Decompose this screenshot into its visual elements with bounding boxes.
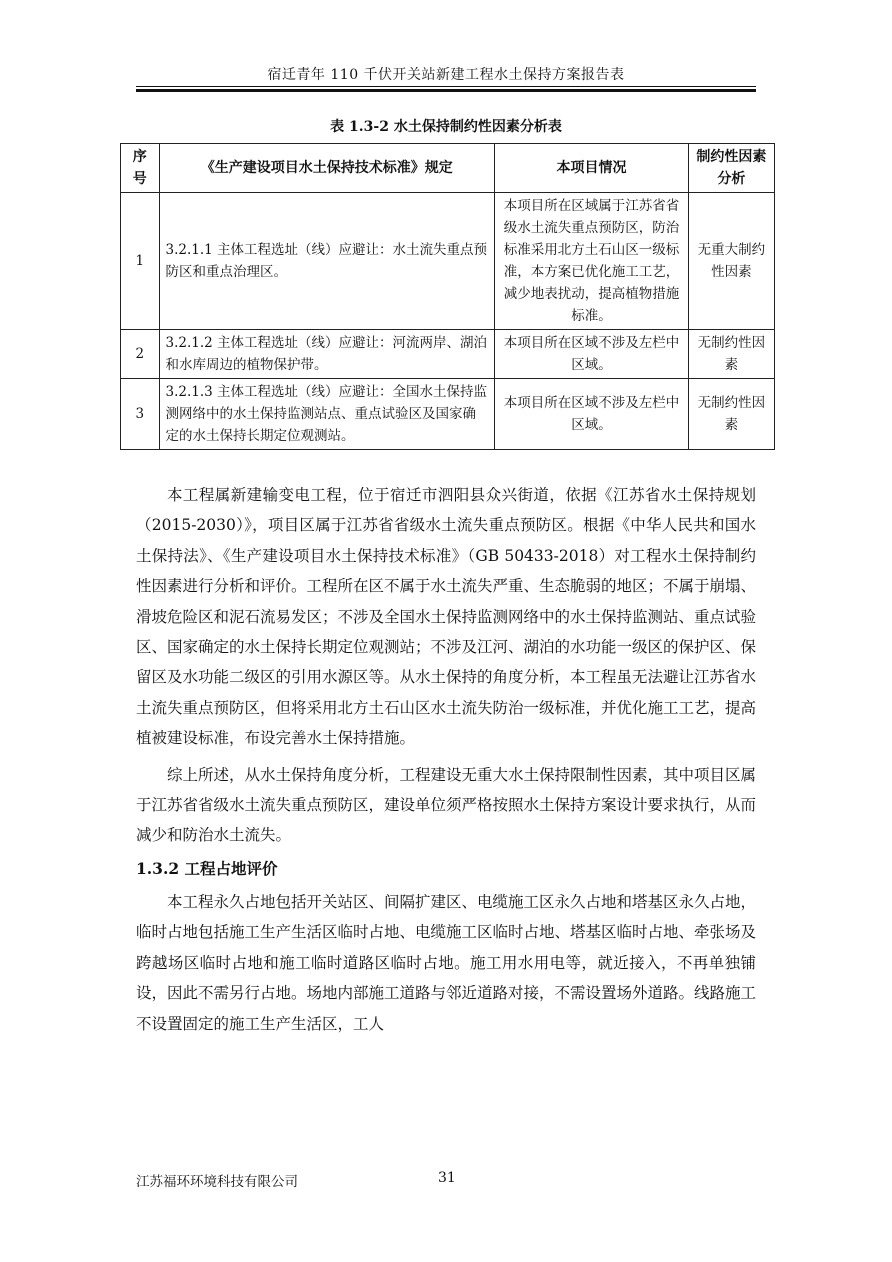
header-rule <box>136 86 756 87</box>
table-row <box>121 379 775 450</box>
table-row <box>121 193 775 330</box>
body-text <box>136 480 756 1039</box>
paragraph-summary: 综上所述，从水土保持角度分析，工程建设无重大水土保持限制性因素，其中项目区属于江苏省省级水土流失重点预防区，建设单位须严格按照水土保持方案设计要求执行，从而减少和防治水土流失。 <box>136 765 757 845</box>
row-no: 2 <box>121 330 160 379</box>
row-no: 1 <box>121 193 160 330</box>
header-standard: 《生产建设项目水土保持技术标准》规定 <box>159 144 495 193</box>
header-rule-thick <box>136 89 756 92</box>
row-analysis: 无制约性因素 <box>688 379 774 450</box>
row-standard: 3.2.1.2 主体工程选址（线）应避让：河流两岸、湖泊和水库周边的植物保护带。 <box>159 330 495 379</box>
header-project: 本项目情况 <box>495 144 689 193</box>
row-project: 本项目所在区域属于江苏省省级水土流失重点预防区，防治标准采用北方土石山区一级标准，本方案已优化施工工艺，减少地表扰动，提高植物措施标准。 <box>495 193 689 330</box>
section-heading: 1.3.2 工程占地评价 <box>136 858 278 878</box>
table-row <box>121 330 775 379</box>
table-header-row <box>121 144 775 193</box>
row-standard: 3.2.1.3 主体工程选址（线）应避让：全国水土保持监测网络中的水土保持监测站点、重点试验区及国家确定的水土保持长期定位观测站。 <box>159 379 495 450</box>
row-standard: 3.2.1.1 主体工程选址（线）应避让：水土流失重点预防区和重点治理区。 <box>159 193 495 330</box>
row-no: 3 <box>121 379 160 450</box>
header-no: 序号 <box>121 144 160 193</box>
constraint-factors-table <box>120 143 775 450</box>
table-caption: 表 1.3-2 水土保持制约性因素分析表 <box>330 119 562 135</box>
paragraph-constraint-analysis: 本工程属新建输变电工程，位于宿迁市泗阳县众兴街道，依据《江苏省水土保持规划（2015-2030）》，项目区属于江苏省省级水土流失重点预防区。根据《中华人民共和国水土保持法》、《生产建设项目水土保持技术标准》（GB 50433-2018）对工程水土保持制约性因素进行分析和评价。工程所在区不属于水土流失严重、生态脆弱的地区；不属于崩塌、滑坡危险区和泥石流易发区；不涉及全国水土保持监测网络中的水土保持监测站、重点试验区、国家确定的水土保持长期定位观测站；不涉及江河、湖泊的水功能一级区的保护区、保留区及水功能二级区的引用水源区等。从水土保持的角度分析，本工程虽无法避让江苏省水土流失重点预防区，但将采用北方土石山区水土流失防治一级标准，并优化施工工艺，提高植被建设标准，布设完善水土保持措施。 <box>136 486 757 748</box>
row-project: 本项目所在区域不涉及左栏中区域。 <box>495 379 689 450</box>
row-analysis: 无制约性因素 <box>688 330 774 379</box>
header-analysis: 制约性因素分析 <box>688 144 774 193</box>
paragraph-land-occupation: 本工程永久占地包括开关站区、间隔扩建区、电缆施工区永久占地和塔基区永久占地，临时占地包括施工生产生活区临时占地、电缆施工区临时占地、塔基区临时占地、牵张场及跨越场区临时占地和施工临时道路区临时占地。施工用水用电等，就近接入，不再单独铺设，因此不需另行占地。场地内部施工道路与邻近道路对接，不需设置场外道路。线路施工不设置固定的施工生产生活区，工人 <box>136 892 757 1033</box>
page-number: 31 <box>438 1170 456 1186</box>
row-project: 本项目所在区域不涉及左栏中区域。 <box>495 330 689 379</box>
footer-company: 江苏福环环境科技有限公司 <box>136 1174 298 1190</box>
page-header-title: 宿迁青年 110 千伏开关站新建工程水土保持方案报告表 <box>267 67 625 83</box>
row-analysis: 无重大制约性因素 <box>688 193 774 330</box>
